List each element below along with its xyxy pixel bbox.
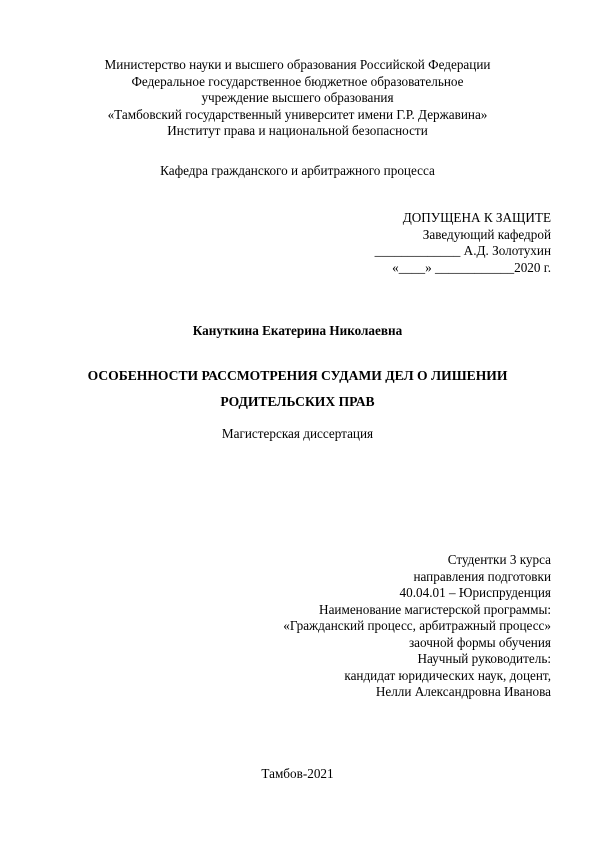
title-line-1: ОСОБЕННОСТИ РАССМОТРЕНИЯ СУДАМИ ДЕЛ О ЛИШЕНИИ — [87, 368, 508, 383]
approval-signature: _____________ А.Д. Золотухин — [374, 243, 551, 258]
study-form: заочной формы обучения — [408, 634, 551, 650]
title-line-2: РОДИТЕЛЬСКИХ ПРАВ — [220, 394, 375, 409]
student-direction: направления подготовки — [413, 568, 551, 584]
header-line-institute: Институт права и национальной безопасности — [167, 123, 428, 138]
author-name — [0, 323, 595, 340]
header-line-institution: учреждение высшего образования — [201, 90, 394, 105]
student-course: Студентки 3 курса — [447, 552, 551, 567]
thesis-title — [0, 363, 595, 415]
author-line: Кануткина Екатерина Николаевна — [192, 323, 403, 338]
approval-block — [375, 210, 551, 276]
ministry-header — [0, 57, 595, 140]
student-info-block — [283, 552, 551, 701]
approval-position: Заведующий кафедрой — [422, 226, 551, 242]
program-label: Наименование магистерской программы: — [319, 601, 551, 617]
department-name — [0, 163, 595, 180]
supervisor-label: Научный руководитель: — [417, 651, 551, 666]
student-specialty: 40.04.01 – Юриспруденция — [399, 585, 551, 600]
work-type-line: Магистерская диссертация — [221, 426, 374, 441]
department-line: Кафедра гражданского и арбитражного процесса — [160, 163, 435, 178]
approval-heading: ДОПУЩЕНА К ЗАЩИТЕ — [402, 210, 551, 225]
city-year-footer — [0, 766, 595, 783]
header-line-federal: Федеральное государственное бюджетное образовательное — [131, 73, 464, 89]
supervisor-degree: кандидат юридических наук, доцент, — [344, 667, 551, 683]
header-line-ministry: Министерство науки и высшего образования Российской Федерации — [104, 57, 491, 72]
work-type — [0, 426, 595, 443]
program-name: «Гражданский процесс, арбитражный процесс» — [283, 618, 551, 633]
header-line-university: «Тамбовский государственный университет имени Г.Р. Державина» — [107, 106, 488, 122]
city-year: Тамбов-2021 — [261, 766, 334, 781]
supervisor-name: Нелли Александровна Иванова — [375, 684, 551, 699]
approval-date: «____» ____________2020 г. — [392, 259, 551, 275]
